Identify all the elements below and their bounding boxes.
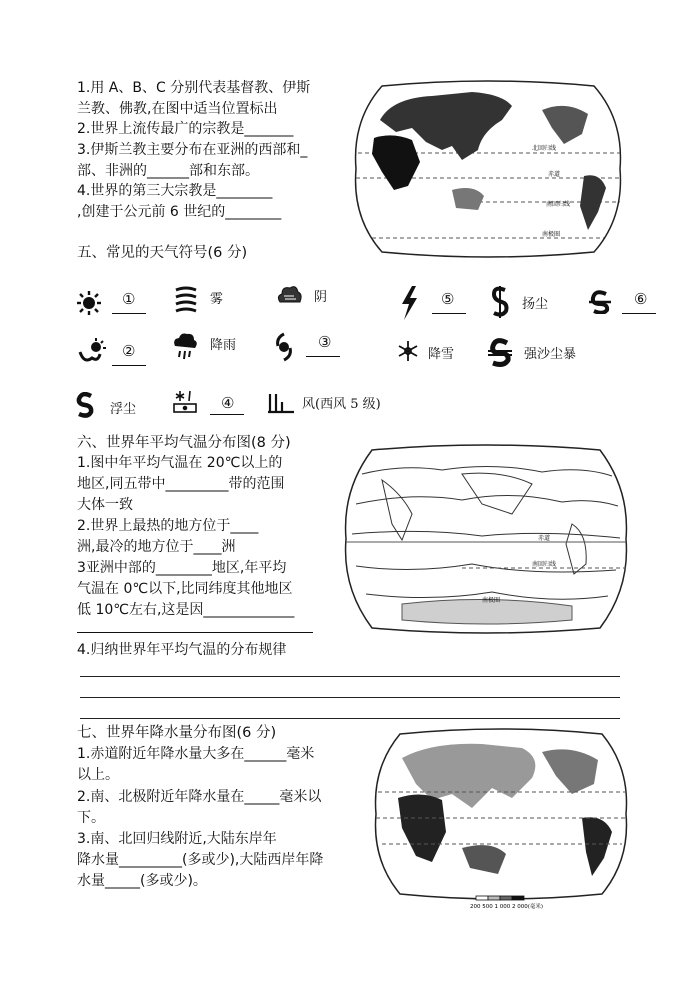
legend-swatch-3 xyxy=(500,896,512,900)
precipitation-q3-line3: 水量_____(多或少)。 xyxy=(77,873,207,889)
sandstorm-answer-line xyxy=(622,313,656,314)
sleet-answer-line xyxy=(210,414,244,415)
precipitation-q3-line1: 3.南、北回归线附近,大陆东岸年 xyxy=(77,831,277,847)
fog-label: 雾 xyxy=(210,292,224,307)
partly-cloudy-answer-label: ② xyxy=(122,342,136,360)
partly-cloudy-answer-line xyxy=(112,365,146,366)
temperature-q1-line2: 地区,同五带中_________带的范围 xyxy=(77,476,285,492)
temperature-q3-line3: 低 10℃左右,这是因_____________ xyxy=(77,602,295,618)
temperature-q2-line2: 洲,最冷的地方位于____洲 xyxy=(77,539,236,555)
weather-section-title: 五、常见的天气符号(6 分) xyxy=(77,245,248,261)
map-label-south-tropic: 南回归线 xyxy=(546,201,571,208)
temperature-q3-line1: 3亚洲中部的________地区,年平均 xyxy=(77,560,287,576)
rain-label: 降雨 xyxy=(210,338,237,353)
religion-q2: 2.世界上流传最广的宗教是_______ xyxy=(77,121,294,137)
precipitation-q1-line2: 以上。 xyxy=(77,767,119,783)
temperature-q1-line3: 大体一致 xyxy=(77,497,133,513)
strong-sandstorm-label: 强沙尘暴 xyxy=(524,347,577,362)
floating-dust-label: 浮尘 xyxy=(110,402,137,417)
sandstorm-icon xyxy=(589,290,611,314)
sandstorm-answer-label: ⑥ xyxy=(634,290,648,308)
religion-q3-line2: 部、非洲的______部和东部。 xyxy=(77,163,259,179)
strong-sandstorm-icon xyxy=(488,338,512,368)
map-label-north-tropic: 北回归线 xyxy=(532,145,557,152)
lightning-icon xyxy=(398,286,420,320)
religion-q4-line1: 4.世界的第三大宗教是________ xyxy=(77,183,273,199)
answer-line-2 xyxy=(80,697,620,698)
temperature-section-title: 六、世界年平均气温分布图(8 分) xyxy=(77,435,291,451)
precipitation-world-map xyxy=(372,728,630,914)
temp-map-label-south-tropic: 南回归线 xyxy=(532,561,557,568)
lightning-answer-label: ⑤ xyxy=(441,290,455,308)
legend-swatch-2 xyxy=(488,896,500,900)
temperature-world-map xyxy=(342,444,630,634)
temperature-q4: 4.归纳世界年平均气温的分布规律 xyxy=(77,642,287,658)
legend-swatch-4 xyxy=(512,896,524,900)
map-label-antarctic: 南极圈 xyxy=(542,231,561,238)
temp-map-label-antarctic: 南极圈 xyxy=(482,597,501,604)
sleet-answer-label: ④ xyxy=(221,394,235,412)
religion-q4-line2: ,创建于公元前 6 世纪的________ xyxy=(77,204,282,220)
blowing-dust-label: 扬尘 xyxy=(522,297,549,312)
religion-world-map xyxy=(352,80,624,258)
overcast-label: 阴 xyxy=(314,290,328,305)
snowflake-icon xyxy=(398,340,418,362)
religion-q1-line2: 兰教、佛教,在图中适当位置标出 xyxy=(77,101,278,117)
precipitation-q2-line2: 下。 xyxy=(77,810,105,826)
sun-icon xyxy=(76,290,102,316)
answer-line-1 xyxy=(80,676,620,677)
sun-answer-label: ① xyxy=(122,290,136,308)
precipitation-q3-line2: 降水量_________(多或少),大陆西岸年降 xyxy=(77,852,324,868)
wind-barb-icon xyxy=(266,392,296,414)
floating-dust-icon xyxy=(76,392,94,418)
temperature-q3-answer-line xyxy=(77,632,313,633)
lightning-answer-line xyxy=(432,313,466,314)
temperature-q1-line1: 1.图中年平均气温在 20℃以上的 xyxy=(77,455,283,471)
precipitation-section-title: 七、世界年降水量分布图(6 分) xyxy=(77,725,277,741)
precipitation-q2-line1: 2.南、北极附近年降水量在_____毫米以 xyxy=(77,789,322,805)
wind-label: 风(西风 5 级) xyxy=(302,397,381,412)
legend-swatch-1 xyxy=(476,896,488,900)
snow-label: 降雪 xyxy=(428,347,455,362)
religion-q1-line1: 1.用 A、B、C 分别代表基督教、伊斯 xyxy=(77,80,311,96)
religion-q3-line1: 3.伊斯兰教主要分布在亚洲的西部和_ xyxy=(77,142,308,158)
precipitation-q1-line1: 1.赤道附近年降水量大多在______毫米 xyxy=(77,746,315,762)
temp-map-label-equator: 赤道 xyxy=(538,535,551,542)
temperature-q2-line1: 2.世界上最热的地方位于____ xyxy=(77,518,259,534)
rain-cloud-icon xyxy=(172,332,198,360)
typhoon-answer-line xyxy=(306,356,340,357)
typhoon-icon xyxy=(274,332,294,362)
temperature-q3-line2: 气温在 0℃以下,比同纬度其他地区 xyxy=(77,581,293,597)
answer-line-3 xyxy=(80,718,620,719)
typhoon-answer-label: ③ xyxy=(318,333,332,351)
precipitation-legend: 200 500 1 000 2 000(毫米) xyxy=(470,904,544,910)
sleet-icon xyxy=(172,388,198,414)
blowing-dust-icon xyxy=(490,286,510,318)
sun-answer-line xyxy=(112,313,146,314)
map-label-equator: 赤道 xyxy=(548,171,561,178)
partly-cloudy-icon xyxy=(78,338,108,364)
fog-icon xyxy=(174,286,198,314)
overcast-icon xyxy=(276,284,302,306)
